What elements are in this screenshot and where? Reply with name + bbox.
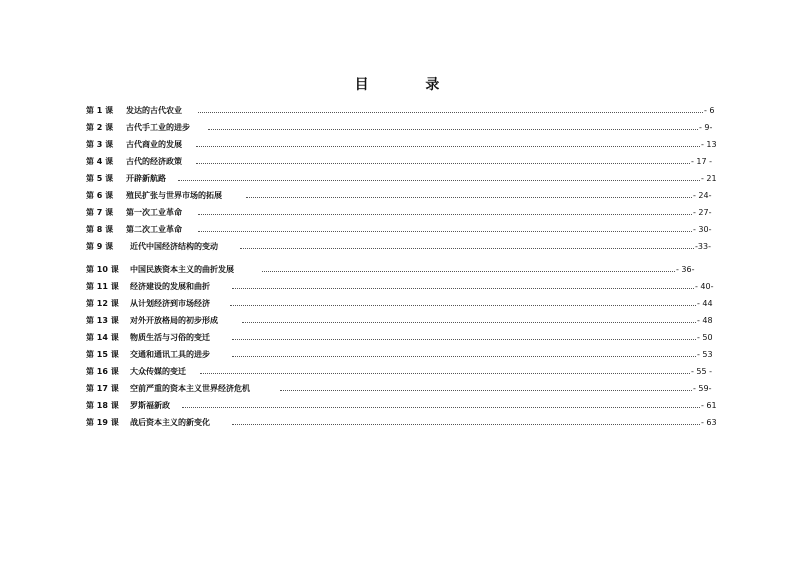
toc-entry[interactable] [86, 170, 716, 187]
page-number: - 17 - [690, 153, 712, 170]
dot-leader [182, 407, 700, 408]
dot-leader [262, 271, 675, 272]
lesson-number: 第 3 课 [86, 140, 114, 149]
dot-leader [200, 373, 690, 374]
page-number: - 40- [694, 278, 714, 295]
lesson-title: 中国民族资本主义的曲折发展 [130, 261, 235, 278]
lesson-number: 第 11 课 [86, 282, 119, 291]
toc-entry[interactable] [86, 221, 716, 238]
lesson-title: 空前严重的资本主义世界经济危机 [130, 380, 251, 397]
lesson-title: 古代的经济政策 [126, 153, 183, 170]
dot-leader [196, 163, 690, 164]
page-number: - 13 [700, 136, 717, 153]
dot-leader [230, 305, 696, 306]
toc-entry[interactable] [86, 261, 716, 278]
page-number: - 50 [696, 329, 713, 346]
page-number: - 9- [698, 119, 712, 136]
lesson-title: 从计划经济到市场经济 [130, 295, 211, 312]
lesson-number: 第 8 课 [86, 225, 114, 234]
toc-entry[interactable] [86, 153, 716, 170]
dot-leader [232, 288, 694, 289]
lesson-number: 第 9 课 [86, 242, 114, 251]
lesson-number: 第 2 课 [86, 123, 114, 132]
toc-entry[interactable] [86, 295, 716, 312]
toc-entry[interactable] [86, 363, 716, 380]
page-number: - 27- [692, 204, 712, 221]
lesson-title: 交通和通讯工具的进步 [130, 346, 211, 363]
lesson-title: 物质生活与习俗的变迁 [130, 329, 211, 346]
dot-leader [246, 197, 692, 198]
page-number: - 21 [700, 170, 717, 187]
page-number: - 53 [696, 346, 713, 363]
lesson-number: 第 13 课 [86, 316, 119, 325]
page-number: - 6 [703, 102, 715, 119]
lesson-title: 第二次工业革命 [126, 221, 183, 238]
lesson-number: 第 6 课 [86, 191, 114, 200]
dot-leader [196, 146, 700, 147]
dot-leader [232, 339, 696, 340]
lesson-title: 对外开放格局的初步形成 [130, 312, 219, 329]
lesson-number: 第 19 课 [86, 418, 119, 427]
lesson-title: 古代手工业的进步 [126, 119, 191, 136]
lesson-title: 古代商业的发展 [126, 136, 183, 153]
lesson-title: 大众传媒的变迁 [130, 363, 187, 380]
toc-entry[interactable] [86, 102, 716, 119]
toc-entry[interactable] [86, 136, 716, 153]
dot-leader [198, 231, 692, 232]
page-number: - 36- [675, 261, 695, 278]
dot-leader [240, 248, 694, 249]
lesson-title: 第一次工业革命 [126, 204, 183, 221]
toc-entry[interactable] [86, 187, 716, 204]
dot-leader [242, 322, 696, 323]
page-number: -33- [694, 238, 711, 255]
toc-entry[interactable] [86, 119, 716, 136]
lesson-number: 第 14 课 [86, 333, 119, 342]
page-number: - 63 [700, 414, 717, 431]
dot-leader [280, 390, 692, 391]
page-number: - 30- [692, 221, 712, 238]
dot-leader [178, 180, 700, 181]
lesson-title: 开辟新航路 [126, 170, 167, 187]
page-number: - 48 [696, 312, 713, 329]
lesson-number: 第 12 课 [86, 299, 119, 308]
lesson-title: 战后资本主义的新变化 [130, 414, 211, 431]
dot-leader [208, 129, 698, 130]
dot-leader [232, 356, 696, 357]
lesson-number: 第 15 课 [86, 350, 119, 359]
lesson-title: 经济建设的发展和曲折 [130, 278, 211, 295]
lesson-title: 发达的古代农业 [126, 102, 183, 119]
dot-leader [198, 112, 703, 113]
page-title: 目 录 [354, 77, 466, 93]
toc-entry[interactable] [86, 204, 716, 221]
page-number: - 59- [692, 380, 712, 397]
lesson-number: 第 5 课 [86, 174, 114, 183]
dot-leader [198, 214, 692, 215]
dot-leader [232, 424, 700, 425]
lesson-number: 第 18 课 [86, 401, 119, 410]
lesson-title: 殖民扩张与世界市场的拓展 [126, 187, 223, 204]
toc-entry[interactable] [86, 329, 716, 346]
lesson-number: 第 4 课 [86, 157, 114, 166]
toc-entry[interactable] [86, 414, 716, 431]
toc-entry[interactable] [86, 312, 716, 329]
toc-entry[interactable] [86, 238, 716, 255]
page-number: - 61 [700, 397, 717, 414]
toc-entry[interactable] [86, 380, 716, 397]
toc-entry[interactable] [86, 397, 716, 414]
lesson-number: 第 10 课 [86, 265, 119, 274]
page-number: - 55 - [690, 363, 712, 380]
lesson-number: 第 1 课 [86, 106, 114, 115]
lesson-number: 第 17 课 [86, 384, 119, 393]
page-number: - 44 [696, 295, 713, 312]
lesson-number: 第 7 课 [86, 208, 114, 217]
lesson-title: 罗斯福新政 [130, 397, 171, 414]
page-number: - 24- [692, 187, 712, 204]
toc-entry[interactable] [86, 346, 716, 363]
lesson-number: 第 16 课 [86, 367, 119, 376]
lesson-title: 近代中国经济结构的变动 [130, 238, 219, 255]
table-of-contents [86, 102, 716, 431]
toc-entry[interactable] [86, 278, 716, 295]
